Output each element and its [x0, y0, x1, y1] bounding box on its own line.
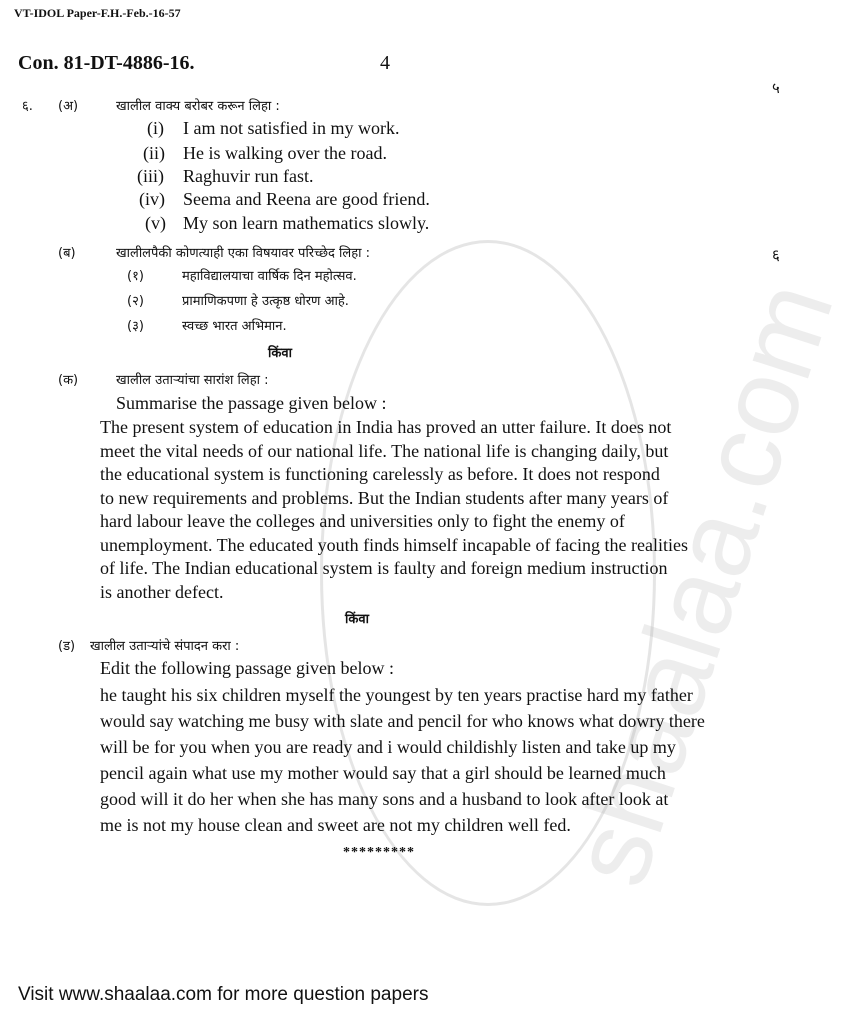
passage-line: he taught his six children myself the youngest by ten years practise hard my father [100, 685, 693, 705]
passage-line: me is not my house clean and sweet are not my children well fed. [100, 815, 571, 835]
passage-line: will be for you when you are ready and i would childishly listen and take up my [100, 737, 676, 757]
item-text: My son learn mathematics slowly. [183, 213, 430, 233]
item-num: (iv) [139, 189, 165, 209]
marks-section-b: ६ [772, 246, 780, 264]
passage-line: The present system of education in India has proved an utter failure. It does not [100, 417, 672, 437]
section-d-label: (ड) [58, 639, 76, 654]
edit-passage [100, 682, 752, 838]
item-num: (ii) [143, 143, 165, 163]
passage-line: pencil again what use my mother would say that a girl should be learned much [100, 763, 666, 783]
or-divider: किंवा [345, 612, 369, 627]
marks-top: ५ [772, 79, 780, 97]
passage-line: hard labour leave the colleges and universities only to fight the enemy of [100, 511, 625, 531]
passage-line: meet the vital needs of our national life. The national life is changing daily, but [100, 440, 669, 461]
item-text: I am not satisfied in my work. [183, 118, 400, 138]
item-text: प्रामाणिकपणा हे उत्कृष्ठ धोरण आहे. [182, 294, 349, 309]
passage-line: to new requirements and problems. But the Indian students after many years of [100, 487, 669, 508]
passage-line: unemployment. The educated youth finds himself incapable of facing the realities [100, 534, 688, 555]
item-num: (i) [147, 118, 164, 138]
passage-line: of life. The Indian educational system is faulty and foreign medium instruction [100, 558, 668, 578]
item-text: Raghuvir run fast. [183, 166, 314, 186]
passage-line: the educational system is functioning carelessly as before. It does not respond [100, 464, 660, 484]
section-c-english-instruction: Summarise the passage given below : [116, 393, 387, 413]
question-number: ६. [22, 99, 33, 114]
section-a-label: (अ) [58, 99, 79, 114]
section-c-label: (क) [58, 373, 79, 388]
section-a-instruction: खालील वाक्य बरोबर करून लिहा : [116, 99, 280, 114]
section-b-label: (ब) [58, 246, 76, 261]
footer-link-text: Visit www.shaalaa.com for more question papers [18, 984, 429, 1005]
item-num: (१) [127, 269, 144, 284]
or-divider: किंवा [268, 346, 292, 361]
item-text: महाविद्यालयाचा वार्षिक दिन महोत्सव. [182, 269, 357, 284]
end-marker: ********* [343, 845, 415, 860]
item-num: (v) [145, 213, 166, 233]
item-text: स्वच्छ भारत अभिमान. [182, 319, 287, 334]
section-c-instruction: खालील उताऱ्यांचा सारांश लिहा : [116, 373, 269, 388]
item-text: He is walking over the road. [183, 143, 387, 163]
passage-line: good will it do her when she has many sons and a husband to look after look at [100, 789, 669, 809]
page-number: 4 [380, 52, 390, 74]
watermark-text: shaalaa.com [546, 267, 857, 900]
item-num: (iii) [137, 166, 164, 186]
summary-passage [100, 416, 752, 604]
section-d-instruction: खालील उताऱ्यांचे संपादन करा : [90, 639, 240, 654]
item-num: (२) [127, 294, 144, 309]
paper-code: VT-IDOL Paper-F.H.-Feb.-16-57 [14, 6, 181, 20]
section-d-english-instruction: Edit the following passage given below : [100, 658, 394, 678]
passage-line: would say watching me busy with slate and pencil for who knows what dowry there [100, 711, 705, 731]
con-number: Con. 81-DT-4886-16. [18, 52, 195, 74]
item-text: Seema and Reena are good friend. [183, 189, 430, 209]
section-b-instruction: खालीलपैकी कोणत्याही एका विषयावर परिच्छेद लिहा : [116, 246, 371, 261]
passage-line: is another defect. [100, 581, 224, 602]
item-num: (३) [127, 319, 144, 334]
